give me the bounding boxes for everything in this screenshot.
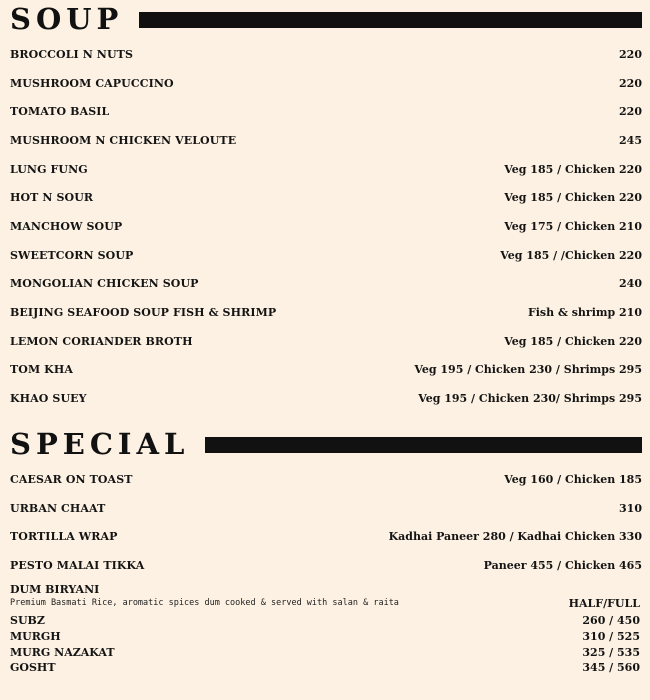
biryani-variant xyxy=(10,660,642,676)
menu-item xyxy=(10,212,642,241)
menu-item xyxy=(10,126,642,155)
menu-item xyxy=(10,270,642,299)
item-price: Fish & shrimp 210 xyxy=(527,306,642,320)
item-name: MUSHROOM N CHICKEN VELOUTE xyxy=(10,133,237,147)
menu-item xyxy=(10,40,642,69)
half-full-label: HALF/FULL xyxy=(568,597,640,610)
menu-item xyxy=(10,551,642,580)
item-price: Paneer 455 / Chicken 465 xyxy=(483,558,642,572)
item-price: 245 xyxy=(619,133,642,147)
biryani-variant xyxy=(10,644,642,660)
item-price: 220 xyxy=(619,76,642,90)
item-name: BEIJING SEAFOOD SOUP FISH & SHRIMP xyxy=(10,306,277,320)
menu-item xyxy=(10,241,642,270)
item-price: Veg 185 / Chicken 220 xyxy=(504,191,642,205)
item-name: TORTILLA WRAP xyxy=(10,530,118,544)
soup-section-title: SOUP xyxy=(10,2,124,36)
item-name: PESTO MALAI TIKKA xyxy=(10,558,145,572)
variant-price: 345 / 560 xyxy=(582,661,640,675)
menu-item xyxy=(10,356,642,385)
item-price: Veg 195 / Chicken 230 / Shrimps 295 xyxy=(414,363,642,377)
special-section-title: SPECIAL xyxy=(10,427,190,461)
variant-name: SUBZ xyxy=(10,614,45,628)
soup-item-list xyxy=(10,40,642,413)
item-name: MONGOLIAN CHICKEN SOUP xyxy=(10,277,199,291)
item-name: TOMATO BASIL xyxy=(10,105,110,119)
variant-price: 260 / 450 xyxy=(582,614,640,628)
item-price: 240 xyxy=(619,277,642,291)
item-price: Veg 185 / /Chicken 220 xyxy=(500,248,642,262)
variant-name: MURGH xyxy=(10,630,61,644)
biryani-variant xyxy=(10,613,642,629)
item-price: Veg 195 / Chicken 230/ Shrimps 295 xyxy=(418,392,642,406)
special-section-header xyxy=(10,427,642,461)
menu-item xyxy=(10,522,642,551)
item-name: KHAO SUEY xyxy=(10,392,87,406)
item-name: LEMON CORIANDER BROTH xyxy=(10,334,193,348)
menu-item xyxy=(10,155,642,184)
item-price: Veg 175 / Chicken 210 xyxy=(504,219,642,233)
section-divider-bar xyxy=(139,12,642,28)
item-name: SWEETCORN SOUP xyxy=(10,248,134,262)
item-price: Veg 185 / Chicken 220 xyxy=(504,162,642,176)
menu-item xyxy=(10,465,642,494)
biryani-header xyxy=(10,583,642,609)
item-name: LUNG FUNG xyxy=(10,162,88,176)
menu-item xyxy=(10,384,642,413)
special-item-list xyxy=(10,465,642,580)
item-name: MUSHROOM CAPUCCINO xyxy=(10,76,174,90)
item-name: MANCHOW SOUP xyxy=(10,219,123,233)
biryani-variants xyxy=(10,613,642,676)
menu-item xyxy=(10,183,642,212)
item-name: URBAN CHAAT xyxy=(10,501,106,515)
item-price: 220 xyxy=(619,47,642,61)
menu-item xyxy=(10,327,642,356)
menu-item xyxy=(10,298,642,327)
item-name: CAESAR ON TOAST xyxy=(10,472,133,486)
item-price: Kadhai Paneer 280 / Kadhai Chicken 330 xyxy=(388,530,642,544)
biryani-title: DUM BIRYANI xyxy=(10,583,100,596)
variant-price: 310 / 525 xyxy=(582,630,640,644)
item-price: Veg 160 / Chicken 185 xyxy=(504,472,642,486)
variant-price: 325 / 535 xyxy=(582,645,640,659)
item-price: 220 xyxy=(619,105,642,119)
item-name: BROCCOLI N NUTS xyxy=(10,47,133,61)
item-name: HOT N SOUR xyxy=(10,191,94,205)
soup-section-header xyxy=(10,2,642,36)
biryani-variant xyxy=(10,629,642,645)
menu-item xyxy=(10,97,642,126)
menu-item xyxy=(10,69,642,98)
item-price: 310 xyxy=(619,501,642,515)
section-divider-bar xyxy=(205,437,642,453)
biryani-block xyxy=(10,583,642,676)
variant-name: GOSHT xyxy=(10,661,56,675)
biryani-description: Premium Basmati Rice, aromatic spices dum cooked & served with salan & raita xyxy=(10,598,399,608)
variant-name: MURG NAZAKAT xyxy=(10,645,115,659)
item-name: TOM KHA xyxy=(10,363,73,377)
item-price: Veg 185 / Chicken 220 xyxy=(504,334,642,348)
menu-item xyxy=(10,494,642,523)
